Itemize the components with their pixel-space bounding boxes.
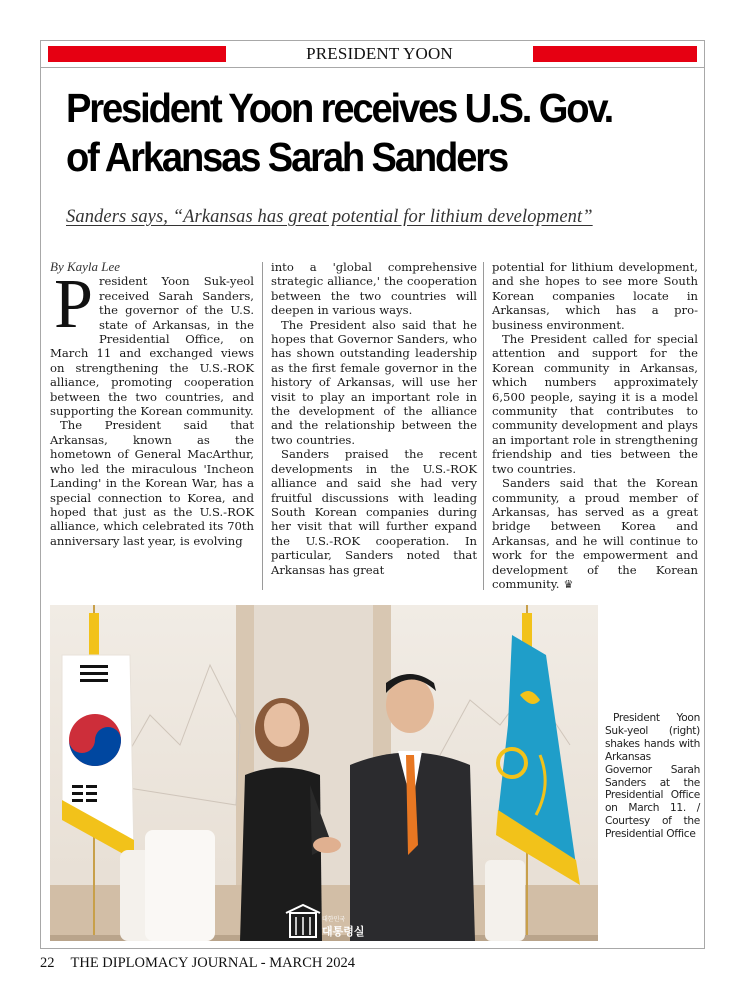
section-label: PRESIDENT YOON bbox=[306, 44, 453, 63]
headline-line-2: of Arkansas Sarah Sanders bbox=[66, 134, 508, 180]
page-footer bbox=[40, 955, 355, 972]
article-column-2 bbox=[271, 260, 477, 577]
headline-line-1: President Yoon receives U.S. Gov. bbox=[66, 85, 613, 131]
photo-illustration bbox=[50, 605, 598, 941]
publication-name: THE DIPLOMACY JOURNAL - MARCH 2024 bbox=[70, 955, 355, 971]
article-paragraph: The President called for special attention and support for the Korean community in Arkansas, which numbers approximately 6,500 people, saying it is a model community that contributes to community development and plays an important role in strengthening friendship and ties between the two countries. bbox=[492, 332, 698, 476]
article-column-3 bbox=[492, 260, 698, 592]
paragraph-text: resident Yoon Suk-yeol received Sarah Sanders, the governor of the U.S. state of Arkansas, in the Presidential Office, on March 11 and exchanged views on strengthening the U.S.-ROK alliance, promoting cooperation between the two countries, and supporting the Korean community. bbox=[50, 274, 254, 419]
article-paragraph: Sanders praised the recent developments in the U.S.-ROK alliance and said she had very fruitful discussions with leading South Korean companies during her visit that will further expand the U.S.-ROK cooperation. In particular, Sanders noted that Arkansas has great bbox=[271, 447, 477, 577]
column-divider bbox=[483, 262, 484, 590]
chair bbox=[145, 830, 215, 941]
section-header bbox=[40, 40, 705, 68]
byline: By Kayla Lee bbox=[50, 259, 121, 274]
photo-caption bbox=[605, 712, 700, 841]
chair bbox=[485, 860, 525, 941]
column-divider bbox=[262, 262, 263, 590]
article-paragraph bbox=[492, 476, 698, 592]
person-dress bbox=[240, 768, 322, 942]
section-accent-bar-right bbox=[533, 46, 697, 62]
article-paragraph: into a 'global comprehensive strategic alliance,' the cooperation between the two countries will deepen in various ways. bbox=[271, 260, 477, 318]
page-number: 22 bbox=[40, 955, 55, 971]
article-paragraph: The President said that Arkansas, known as the hometown of General MacArthur, who led the miraculous 'Incheon Landing' in the Korean War, has a special connection to Korea, and hoped that just as the U.S.-ROK alliance, which celebrated its 70th anniversary last year, is evolving bbox=[50, 418, 254, 548]
watermark-small-text: 대한민국 bbox=[322, 916, 346, 923]
article-photo bbox=[50, 605, 598, 941]
article-paragraph: The President also said that he hopes that Governor Sanders, who has shown outstanding leadership as the first female governor in the history of Arkansas, will use her visit to play an important role in the development of the alliance and the relationship between the two countries. bbox=[271, 317, 477, 447]
subheadline: Sanders says, “Arkansas has great potential for lithium development” bbox=[66, 207, 593, 227]
section-accent-bar-left bbox=[48, 46, 226, 62]
paragraph-text: Sanders said that the Korean community, a proud member of Arkansas, has served as a great bridge between Korea and Arkansas, and he will continue to work for the empowerment and development of the Korean community. bbox=[492, 476, 698, 591]
article-column-1 bbox=[50, 260, 254, 548]
watermark-large-text: 대통령실 bbox=[322, 925, 365, 938]
caption-text: President Yoon Suk-yeol (right) shakes hands with Arkansas Governor Sarah Sanders at the Presidential Office on March 11. / Courtesy of the Presidential Office bbox=[605, 712, 700, 841]
end-mark-icon: ♛ bbox=[563, 577, 574, 591]
person-face bbox=[264, 703, 300, 747]
article-paragraph: potential for lithium development, and she hopes to see more South Korean companies locate in Arkansas, which has a pro-business environment. bbox=[492, 260, 698, 332]
handshake bbox=[313, 837, 341, 853]
drop-cap: P bbox=[54, 266, 93, 344]
flag-tassel bbox=[89, 613, 99, 655]
headline bbox=[66, 84, 661, 182]
